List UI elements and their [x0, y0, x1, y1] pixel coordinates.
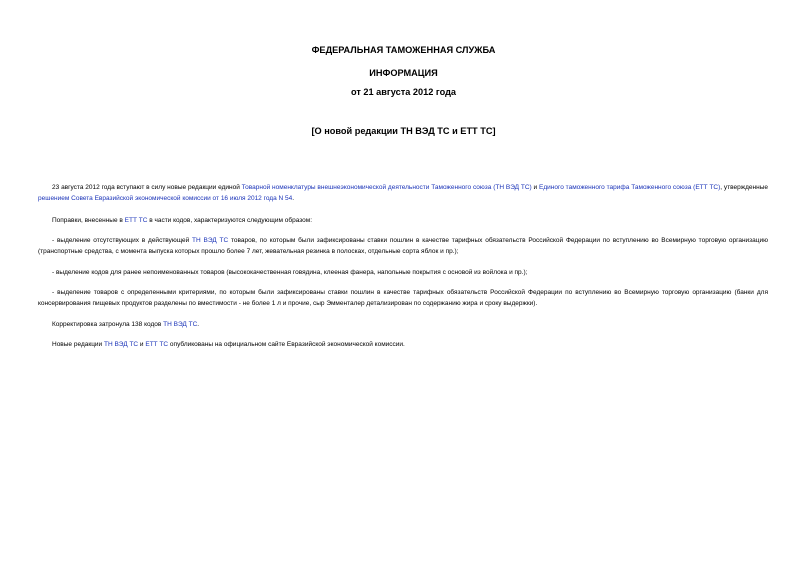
paragraph-text: , утвержденные	[720, 184, 768, 191]
paragraph-text: 23 августа 2012 года вступают в силу новые редакции единой	[52, 184, 242, 191]
paragraph-list-item-2	[38, 268, 768, 279]
paragraph-amendments-intro	[38, 216, 768, 227]
paragraph-text: и	[531, 184, 540, 191]
document-date: от 21 августа 2012 года	[350, 87, 457, 97]
agency-title: ФЕДЕРАЛЬНАЯ ТАМОЖЕННАЯ СЛУЖБА	[311, 45, 496, 55]
paragraph-text: Поправки, внесенные в	[52, 217, 125, 224]
document-type: ИНФОРМАЦИЯ	[369, 68, 438, 78]
paragraph-publication	[38, 340, 768, 351]
paragraph-text: - выделение отсутствующих в действующей	[52, 237, 193, 244]
paragraph-text: опубликованы на официальном сайте Евразийской экономической комиссии.	[168, 341, 405, 348]
paragraph-codes-count	[38, 320, 768, 331]
link-tn-ved-ts[interactable]: ТН ВЭД ТС	[163, 321, 198, 328]
link-ett-tariff[interactable]: Единого таможенного тарифа Таможенного союза (ЕТТ ТС)	[539, 184, 721, 191]
paragraph-list-item-1	[38, 236, 768, 257]
paragraph-list-item-3	[38, 288, 768, 309]
paragraph-text: товаров, по которым были зафиксированы ставки пошлин в качестве тарифных обязательств Российской Федерации по вступлению во Всемирную торговую организацию (транспортные средства, с момента выпуска которых прошло более 7 лет, жевательная резинка в полосках, отдельные сорта яблок и пр.);	[38, 237, 769, 255]
link-council-decision[interactable]: решением Совета Евразийской экономической комиссии от 16 июля 2012 года N 54	[38, 194, 293, 202]
link-tn-ved-ts[interactable]: ТН ВЭД ТС	[192, 237, 229, 244]
document-subject: [О новой редакции ТН ВЭД ТС и ЕТТ ТС]	[311, 126, 496, 136]
link-ett-ts[interactable]: ЕТТ ТС	[145, 341, 169, 348]
paragraph-text: в части кодов, характеризуются следующим образом:	[147, 217, 313, 224]
paragraph-text: - выделение товаров с определенными критериями, по которым были зафиксированы ставки пошлин в качестве тарифных обязательств Российской Федерации по вступлению во Всемирную торговую организацию (банки для консервирования пищевых продуктов разделены по вместимости - не более 1 л и прочие, сыр Эмменталер детализирован по содержанию жира и сроку выдержки).	[38, 289, 768, 307]
link-tn-ved-nomenclature[interactable]: Товарной номенклатуры внешнеэкономической деятельности Таможенного союза (ТН ВЭД ТС)	[241, 184, 532, 191]
paragraph-effective-date	[38, 183, 768, 204]
paragraph-text: .	[292, 194, 295, 202]
paragraph-text: Корректировка затронула 138 кодов	[52, 321, 164, 328]
link-ett-ts[interactable]: ЕТТ ТС	[124, 217, 148, 224]
paragraph-text: .	[197, 321, 200, 328]
link-tn-ved-ts[interactable]: ТН ВЭД ТС	[103, 341, 139, 348]
paragraph-text: Новые редакции	[52, 341, 104, 348]
paragraph-text: и	[138, 341, 146, 348]
paragraph-text: - выделение кодов для ранее непоименованных товаров (высококачественная говядина, клееная фанера, напольные покрытия с основой из войлока и пр.);	[52, 269, 528, 276]
